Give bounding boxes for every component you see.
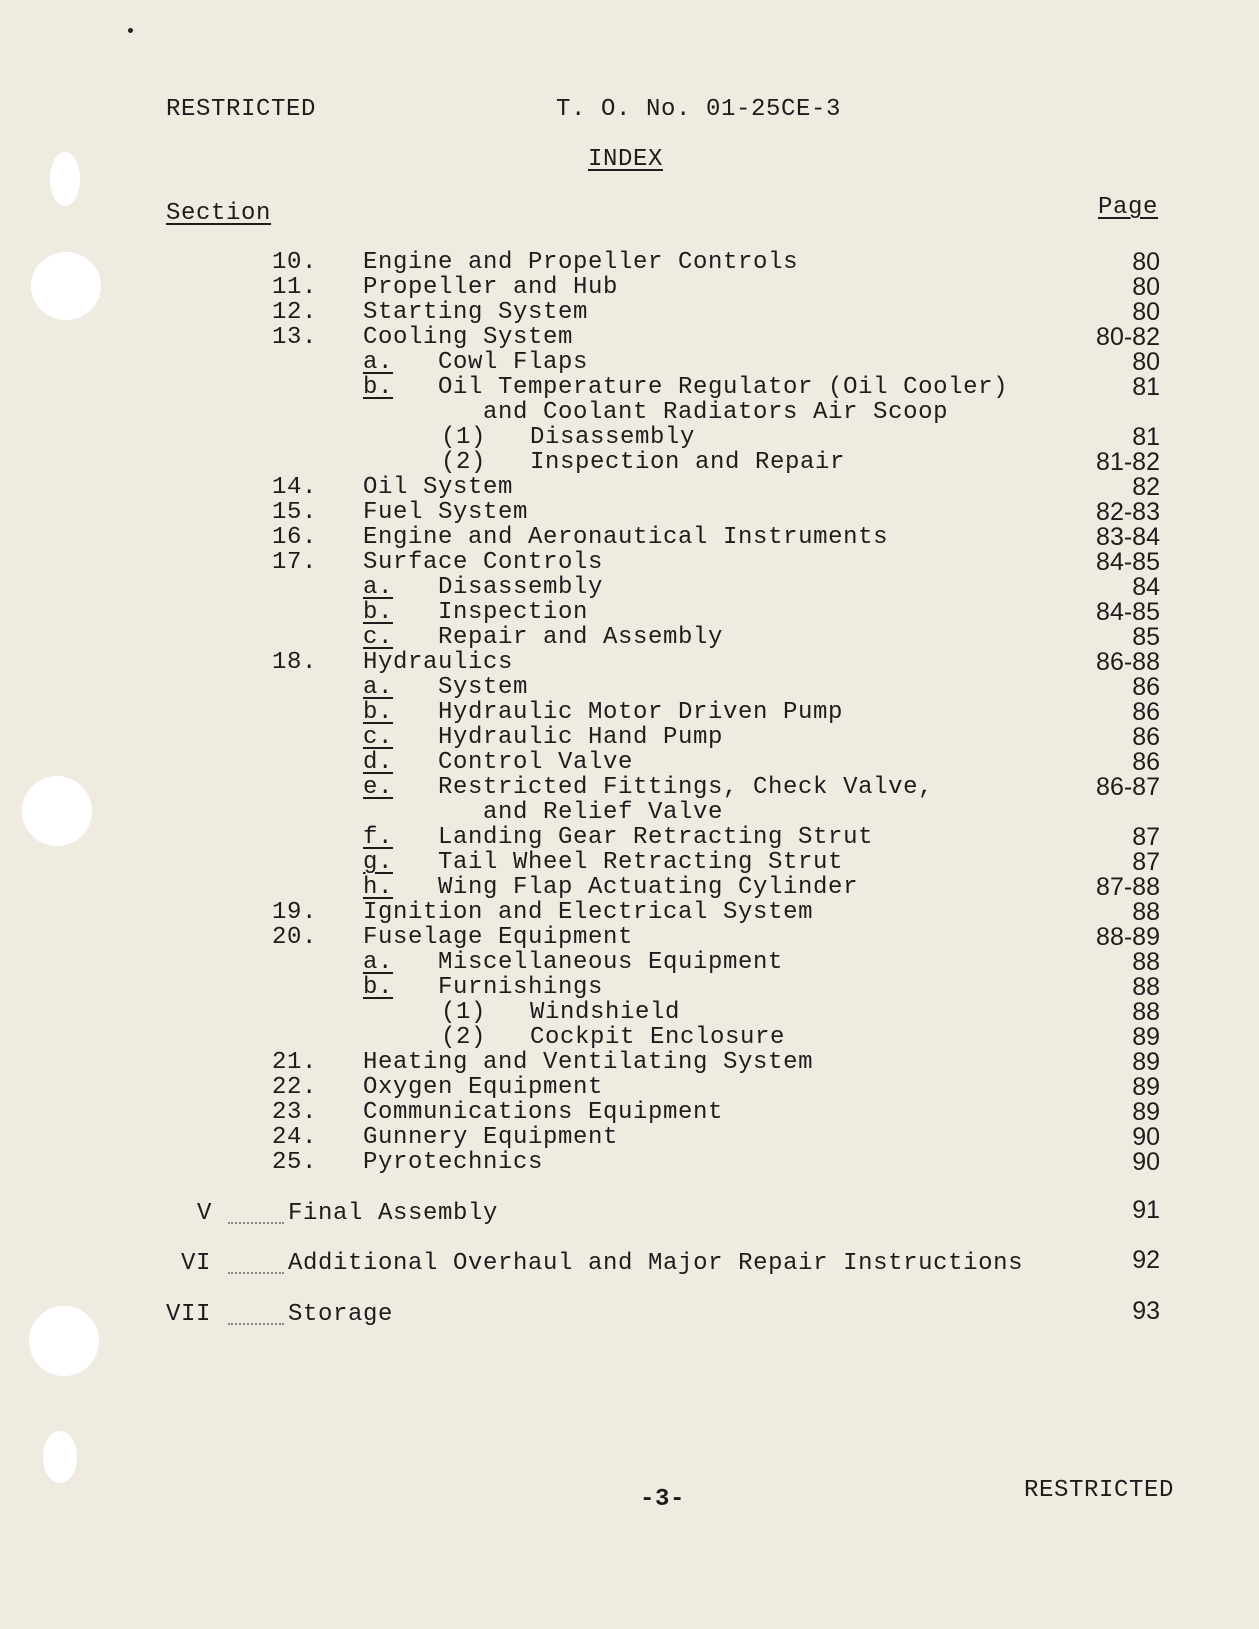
entry-page: 86 [1132, 748, 1160, 776]
entry-number: (2) [441, 449, 487, 476]
major-section-page: 92 [1132, 1246, 1160, 1274]
entry-page: 80 [1132, 298, 1160, 326]
entry-number: a. [363, 674, 394, 701]
entry-number: a. [363, 574, 394, 601]
entry-title: and Coolant Radiators Air Scoop [483, 399, 949, 426]
entry-number: 25. [272, 1149, 318, 1176]
entry-page: 86-88 [1096, 648, 1160, 676]
entry-page: 82-83 [1096, 498, 1160, 526]
entry-page: 80 [1132, 248, 1160, 276]
restricted-header: RESTRICTED [166, 96, 317, 123]
major-section-number: V [197, 1200, 213, 1227]
entry-title: Propeller and Hub [363, 274, 619, 301]
major-section-title: Final Assembly [288, 1200, 499, 1227]
entry-title: Ignition and Electrical System [363, 899, 814, 926]
entry-page: 84 [1132, 573, 1160, 601]
entry-page: 80 [1132, 348, 1160, 376]
entry-title: Cowl Flaps [438, 349, 589, 376]
entry-page: 84-85 [1096, 598, 1160, 626]
page-number: -3- [640, 1486, 686, 1513]
tech-order-number: T. O. No. 01-25CE-3 [556, 96, 842, 123]
entry-title: Disassembly [438, 574, 604, 601]
entry-page: 81 [1132, 373, 1160, 401]
major-section-number: VII [166, 1301, 212, 1328]
entry-title: Starting System [363, 299, 589, 326]
entry-title: Surface Controls [363, 549, 604, 576]
entry-number: 19. [272, 899, 318, 926]
entry-title: Inspection [438, 599, 589, 626]
entry-page: 87 [1132, 823, 1160, 851]
major-section-title: Storage [288, 1301, 394, 1328]
entry-page: 86 [1132, 723, 1160, 751]
entry-page: 80-82 [1096, 323, 1160, 351]
punch-hole-bottom [43, 1431, 77, 1483]
entry-title: Heating and Ventilating System [363, 1049, 814, 1076]
entry-title: Hydraulics [363, 649, 514, 676]
major-section-page: 93 [1132, 1297, 1160, 1325]
entry-number: 14. [272, 474, 318, 501]
entry-title: Miscellaneous Equipment [438, 949, 784, 976]
entry-title: Inspection and Repair [530, 449, 846, 476]
entry-number: 24. [272, 1124, 318, 1151]
page-column-header: Page [1098, 194, 1159, 221]
entry-title: Communications Equipment [363, 1099, 724, 1126]
entry-page: 89 [1132, 1098, 1160, 1126]
entry-title: Hydraulic Motor Driven Pump [438, 699, 844, 726]
entry-title: Cooling System [363, 324, 574, 351]
entry-page: 86 [1132, 698, 1160, 726]
entry-number: a. [363, 949, 394, 976]
entry-title: Fuselage Equipment [363, 924, 634, 951]
entry-number: b. [363, 974, 394, 1001]
dot-leader [228, 1222, 284, 1224]
entry-number: 22. [272, 1074, 318, 1101]
entry-number: 16. [272, 524, 318, 551]
punch-hole-top [50, 152, 80, 206]
entry-title: and Relief Valve [483, 799, 724, 826]
entry-number: 12. [272, 299, 318, 326]
entry-title: Landing Gear Retracting Strut [438, 824, 874, 851]
entry-page: 90 [1132, 1148, 1160, 1176]
entry-number: b. [363, 374, 394, 401]
entry-page: 90 [1132, 1123, 1160, 1151]
entry-title: Engine and Propeller Controls [363, 249, 799, 276]
entry-page: 88 [1132, 898, 1160, 926]
entry-number: 21. [272, 1049, 318, 1076]
entry-page: 89 [1132, 1023, 1160, 1051]
entry-title: Wing Flap Actuating Cylinder [438, 874, 859, 901]
entry-number: g. [363, 849, 394, 876]
entry-number: 17. [272, 549, 318, 576]
entry-page: 82 [1132, 473, 1160, 501]
entry-title: Furnishings [438, 974, 604, 1001]
entry-page: 88 [1132, 948, 1160, 976]
entry-page: 85 [1132, 623, 1160, 651]
entry-title: Repair and Assembly [438, 624, 724, 651]
entry-page: 86-87 [1096, 773, 1160, 801]
entry-page: 89 [1132, 1048, 1160, 1076]
entry-page: 83-84 [1096, 523, 1160, 551]
entry-title: System [438, 674, 529, 701]
dot-leader [228, 1323, 284, 1325]
punch-hole-middle [22, 776, 92, 846]
entry-title: Engine and Aeronautical Instruments [363, 524, 889, 551]
entry-number: h. [363, 874, 394, 901]
entry-number: d. [363, 749, 394, 776]
entry-number: 20. [272, 924, 318, 951]
entry-page: 84-85 [1096, 548, 1160, 576]
entry-title: Cockpit Enclosure [530, 1024, 786, 1051]
major-section-title: Additional Overhaul and Major Repair Instructions [288, 1250, 1024, 1277]
entry-title: Hydraulic Hand Pump [438, 724, 724, 751]
entry-title: Tail Wheel Retracting Strut [438, 849, 844, 876]
entry-number: 13. [272, 324, 318, 351]
entry-number: c. [363, 624, 394, 651]
restricted-footer: RESTRICTED [1024, 1477, 1175, 1504]
section-column-header: Section [166, 200, 272, 227]
entry-number: 11. [272, 274, 318, 301]
entry-number: b. [363, 699, 394, 726]
entry-title: Restricted Fittings, Check Valve, [438, 774, 934, 801]
major-section-number: VI [181, 1250, 212, 1277]
entry-number: 23. [272, 1099, 318, 1126]
entry-number: (1) [441, 424, 487, 451]
entry-title: Disassembly [530, 424, 696, 451]
entry-page: 86 [1132, 673, 1160, 701]
entry-title: Pyrotechnics [363, 1149, 544, 1176]
entry-title: Control Valve [438, 749, 634, 776]
punch-hole-upper [31, 252, 101, 320]
entry-title: Gunnery Equipment [363, 1124, 619, 1151]
entry-title: Oil Temperature Regulator (Oil Cooler) [438, 374, 1009, 401]
entry-page: 89 [1132, 1073, 1160, 1101]
major-section-page: 91 [1132, 1196, 1160, 1224]
entry-title: Fuel System [363, 499, 529, 526]
entry-number: 18. [272, 649, 318, 676]
entry-page: 80 [1132, 273, 1160, 301]
punch-hole-lower [29, 1306, 99, 1376]
entry-page: 81-82 [1096, 448, 1160, 476]
entry-number: (2) [441, 1024, 487, 1051]
entry-page: 87-88 [1096, 873, 1160, 901]
entry-number: 10. [272, 249, 318, 276]
entry-page: 88 [1132, 973, 1160, 1001]
entry-page: 81 [1132, 423, 1160, 451]
ink-speck [128, 28, 133, 33]
entry-page: 88 [1132, 998, 1160, 1026]
entry-number: e. [363, 774, 394, 801]
entry-page: 88-89 [1096, 923, 1160, 951]
dot-leader [228, 1272, 284, 1274]
index-title: INDEX [588, 146, 664, 173]
entry-number: f. [363, 824, 394, 851]
entry-number: b. [363, 599, 394, 626]
entry-number: (1) [441, 999, 487, 1026]
entry-page: 87 [1132, 848, 1160, 876]
entry-number: 15. [272, 499, 318, 526]
entry-number: c. [363, 724, 394, 751]
entry-title: Windshield [530, 999, 681, 1026]
entry-title: Oxygen Equipment [363, 1074, 604, 1101]
entry-number: a. [363, 349, 394, 376]
entry-title: Oil System [363, 474, 514, 501]
